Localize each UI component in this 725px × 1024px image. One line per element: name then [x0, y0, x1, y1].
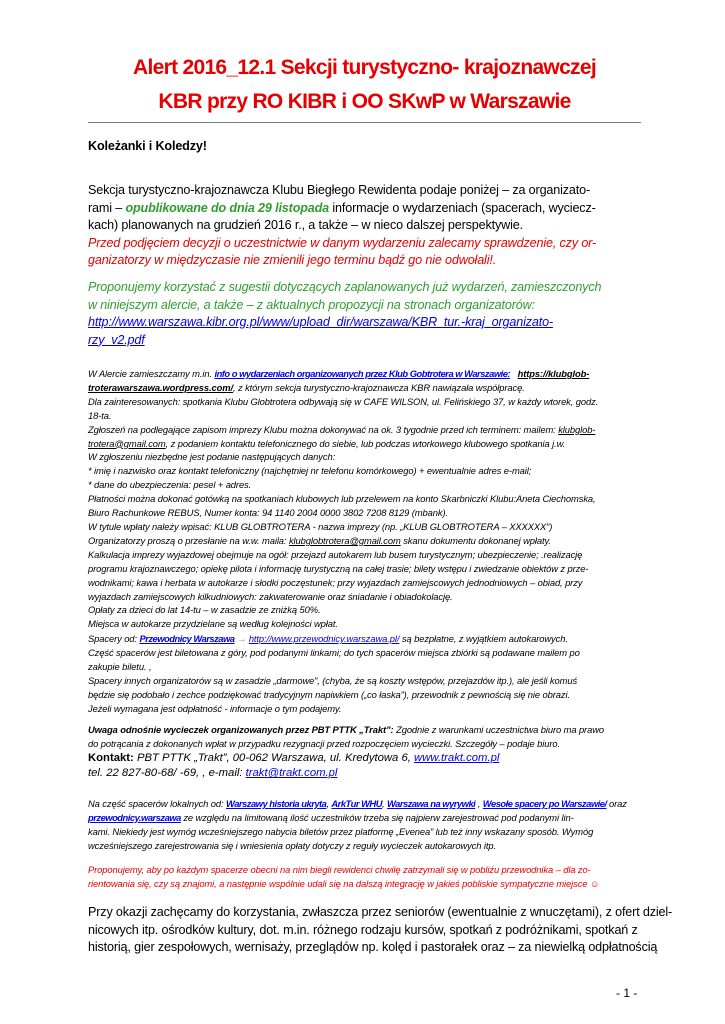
- globtroter-info-link[interactable]: info o wydarzeniach organizowanych przez Klub Gobtrotera w Warszawie:: [214, 368, 511, 379]
- trakt-contact: [88, 751, 641, 782]
- przewodnicy-line: [88, 632, 641, 646]
- globtroter-email-link[interactable]: klubglob-: [558, 423, 596, 435]
- globtroter-text: Zgłoszeń na podlegające zapisom imprezy Klubu można dokonywać na ok. 3 tygodnie przed ich terminem: mailem:: [88, 423, 559, 435]
- globtroter-section: [88, 367, 641, 631]
- warszawy-historia-ukryta-link[interactable]: Warszawy historia ukryta: [226, 798, 327, 809]
- globtroter-line: [88, 534, 641, 548]
- lokalne-text: ,: [475, 798, 483, 809]
- globtroter-text: , z którym sekcja turystyczno-krajoznawcza KBR nawiązała współpracę.: [232, 381, 525, 393]
- przewodnicy-warszawa-short-link[interactable]: przewodnicy.warszawa: [88, 811, 181, 823]
- przewodnicy-url-link[interactable]: http://www.przewodnicy.warszawa.pl/: [248, 633, 400, 644]
- globtroter-line: [88, 437, 641, 451]
- globtroter-blog-link[interactable]: https://klubglob-: [517, 368, 590, 379]
- globtroter-text: skanu dokumentu dokonanej wpłaty.: [400, 534, 551, 546]
- title-divider: [88, 122, 641, 123]
- lokalne-line: [88, 797, 641, 811]
- closing-line: nicowych itp. ośrodków kultury, dot. m.in. różnego rodzaju kursów, spotkań z podróżnikami, spotkań z: [88, 922, 638, 937]
- przewodnicy-line: Jeżeli wymagana jest odpłatność - informacje o tym podajemy.: [88, 702, 342, 714]
- globtroter-line: programu krajoznawczego; opiekę pilota i informację turystyczną na całej trasie; bilety wstępu i zwiedzanie obiektów z prze-: [88, 562, 589, 574]
- lokalne-section: [88, 797, 641, 853]
- closing-paragraph: [88, 904, 673, 957]
- intro-paragraph: [88, 182, 641, 270]
- intro-line: Sekcja turystyczno-krajoznawcza Klubu Biegłego Rewidenta podaje poniżej – za organizato-: [88, 183, 591, 197]
- organizers-pdf-link-continued[interactable]: rzy_v2.pdf: [88, 332, 145, 347]
- document-title-line-2: KBR przy RO KIBR i OO SKwP w Warszawie: [158, 90, 571, 113]
- trakt-text: PBT PTTK „Trakt”, 00-062 Warszawa, ul. Kredytowa 6,: [133, 752, 415, 764]
- przewodnicy-line: Część spacerów jest biletowana z góry, pod podanymi linkami; do tych spacerów miejsca zbiórki są podawane mailem po: [88, 646, 580, 658]
- integration-line: rientowania się, czy są znajomi, a następnie wspólnie udali się na dalszą integrację w jakieś pobliskie sympatyczne miejsce ☺: [88, 877, 600, 889]
- intro-line: [88, 200, 641, 218]
- globtroter-line: wodnikami; kawa i herbata w autokarze i słodki poczęstunek; przy wyjazdach zamiejscowych jednodniowych – obiad, przy: [88, 576, 583, 588]
- warszawa-na-wyrywki-link[interactable]: Warszawa na wyrywki: [386, 798, 476, 809]
- page-number: - 1 -: [616, 986, 638, 1000]
- closing-line: historią, gier zespołowych, wernisaży, przeglądów np. kolęd i pastorałek oraz – za niewielką odpłatnością: [88, 940, 658, 954]
- globtroter-text: Organizatorzy proszą o przesłanie na w.w. maila:: [88, 534, 289, 546]
- globtroter-line: Biuro Rachunkowe REBUS, Numer konta: 94 1140 2004 0000 3802 7208 8129 (mbank).: [88, 507, 448, 519]
- lokalne-line: kami. Niekiedy jest wymóg wcześniejszego nabycia biletów przez platformę „Evenea” lub też inny wskazany sposób. Wymóg: [88, 825, 594, 837]
- trakt-contact-line: [88, 766, 641, 781]
- warning-line: ganizatorzy w międzyczasie nie zmienili jego terminu bądź go nie odwołali!.: [88, 253, 497, 267]
- globtroter-line: W zgłoszeniu niezbędne jest podanie następujących danych:: [88, 451, 336, 463]
- globtroter-line: Dla zainteresowanych: spotkania Klubu Globtrotera odbywają się w CAFE WILSON, ul. Felińskiego 37, w każdy wtorek, godz.: [88, 395, 599, 407]
- intro-text: informacje o wydarzeniach (spacerach, wyciecz-: [329, 200, 596, 215]
- warning-line: Przed podjęciem decyzji o uczestnictwie w danym wydarzeniu zalecamy sprawdzenie, czy or-: [88, 235, 597, 250]
- integration-line: Proponujemy, aby po każdym spacerze obecni na nim biegli rewidenci chwilę zatrzymali się w pobliżu przewodnika – dla zo-: [88, 864, 591, 875]
- organizers-pdf-link[interactable]: http://www.warszawa.kibr.org.pl/www/upload_dir/warszawa/KBR_tur.-kraj_organizato-: [88, 315, 553, 329]
- globtroter-line: * dane do ubezpieczenia: pesel + adres.: [88, 479, 252, 491]
- przewodnicy-line: będzie się podobało i zechce podziękować tradycyjnym napiwkiem („co łaska”), przewodnik z pewnością się nie obrazi.: [88, 688, 570, 700]
- globtroter-line: [88, 423, 641, 437]
- publication-date-highlight: opublikowane do dnia 29 listopada: [125, 200, 330, 215]
- lokalne-line: wcześniejszego zarejestrowania się i wniesienia opłaty dotyczy z reguły wycieczek autokarowych itp.: [88, 839, 496, 851]
- globtroter-line: * imię i nazwisko oraz kontakt telefoniczny (najchętniej nr telefonu komórkowego) + ewentualnie adres e-mail;: [88, 465, 532, 477]
- globtroter-line: [88, 381, 641, 395]
- trakt-text: Zgodnie z warunkami uczestnictwa biuro ma prawo: [393, 724, 604, 735]
- contact-label: Kontakt:: [88, 752, 134, 764]
- integration-proposal: [88, 863, 641, 891]
- lokalne-text: ze względu na limitowaną ilość uczestników trzeba się najpierw zarejestrować pod podanymi lin-: [180, 811, 574, 823]
- trakt-notice-heading: Uwaga odnośnie wycieczek organizowanych przez PBT PTTK „Trakt”:: [88, 724, 394, 735]
- lokalne-text: ,: [326, 798, 332, 809]
- trakt-contact-line: [88, 751, 641, 766]
- closing-line: Przy okazji zachęcamy do korzystania, zwłaszcza przez seniorów (ewentualnie z wnuczętami), z ofert dziel-: [88, 905, 673, 919]
- arrow-right-icon: →: [234, 633, 249, 644]
- przewodnicy-warszawa-link[interactable]: Przewodnicy Warszawa: [139, 633, 235, 644]
- przewodnicy-line: Spacery innych organizatorów są w zasadzie „darmowe”, (chyba, że są koszty wstępów, przejazdów itp.), ale jeśli komuś: [88, 674, 578, 686]
- przewodnicy-section: [88, 632, 641, 715]
- lokalne-text: Na część spacerów lokalnych od:: [88, 798, 227, 809]
- globtroter-line: Kalkulacja imprezy wyjazdowej obejmuje na ogół: przejazd autokarem lub busem turystycznym; ubezpieczenie; .realizację: [88, 548, 583, 560]
- proposal-paragraph: [88, 279, 641, 349]
- globtroter-blog-link-continued[interactable]: troterawarszawa.wordpress.com/: [88, 381, 233, 393]
- intro-text: rami –: [88, 200, 126, 215]
- greeting: Koleżanki i Koledzy!: [88, 139, 207, 153]
- globtroter-line: [88, 367, 641, 381]
- przewodnicy-text: są bezpłatne, z wyjątkiem autokarowych.: [399, 633, 568, 644]
- lokalne-line: [88, 811, 641, 825]
- document-title-line-1: Alert 2016_12.1 Sekcji turystyczno- krajoznawczej: [133, 56, 596, 79]
- lokalne-text: oraz: [606, 798, 627, 809]
- lokalne-text: ,: [381, 798, 387, 809]
- globtroter-line: wyjazdach zamiejscowych kilkudniowych: zakwaterowanie oraz śniadanie i obiadokolację.: [88, 590, 453, 602]
- arktur-whu-link[interactable]: ArkTur WHU: [331, 798, 382, 809]
- trakt-section: [88, 723, 641, 751]
- globtroter-line: Płatności można dokonać gotówką na spotkaniach klubowych lub przelewem na konto Skarbniczki Klubu:Aneta Ciechomska,: [88, 493, 596, 505]
- trakt-text: tel. 22 827-80-68/ -69, , e-mail:: [88, 767, 246, 780]
- globtroter-payment-email-link[interactable]: klubglobtrotera@gmail.com: [288, 534, 401, 546]
- proposal-line: w niniejszym alercie, a także – z aktualnych propozycji na stronach organizatorów:: [88, 297, 535, 312]
- trakt-email-link[interactable]: trakt@trakt.com.pl: [245, 767, 338, 780]
- globtroter-text: , z podaniem kontaktu telefonicznego do siebie, lub podczas wtorkowego klubowego spotkania j.w.: [165, 437, 566, 449]
- wesole-spacery-link[interactable]: Wesołe spacery po Warszawie/: [482, 798, 607, 809]
- proposal-line: Proponujemy korzystać z sugestii dotyczących zaplanowanych już wydarzeń, zamieszczonych: [88, 280, 602, 294]
- trakt-website-link[interactable]: www.trakt.com.pl: [414, 752, 500, 764]
- globtroter-line: 18-ta.: [88, 409, 112, 421]
- przewodnicy-text: Spacery od:: [88, 633, 140, 644]
- trakt-line: [88, 723, 641, 737]
- przewodnicy-line: zakupie biletu. ,: [88, 660, 152, 672]
- globtroter-line: W tytule wpłaty należy wpisać: KLUB GLOBTROTERA - nazwa imprezy (np. „KLUB GLOBTROTERA – XXXXXX”): [88, 520, 553, 532]
- globtroter-line: Miejsca w autokarze przydzielane są według kolejności wpłat.: [88, 618, 338, 630]
- globtroter-email-link-continued[interactable]: trotera@gmail.com: [88, 437, 166, 449]
- globtroter-line: Opłaty za dzieci do lat 14-tu – w zasadzie ze zniżką 50%.: [88, 604, 321, 616]
- globtroter-text: W Alercie zamieszczamy m.in.: [88, 368, 215, 379]
- intro-line: kach) planowanych na grudzień 2016 r., a także – w nieco dalszej perspektywie.: [88, 218, 523, 232]
- trakt-line: do potrącania z dokonanych wpłat w przypadku rezygnacji przed rozpoczęciem wycieczki. Szczegóły – podaje biuro.: [88, 737, 560, 749]
